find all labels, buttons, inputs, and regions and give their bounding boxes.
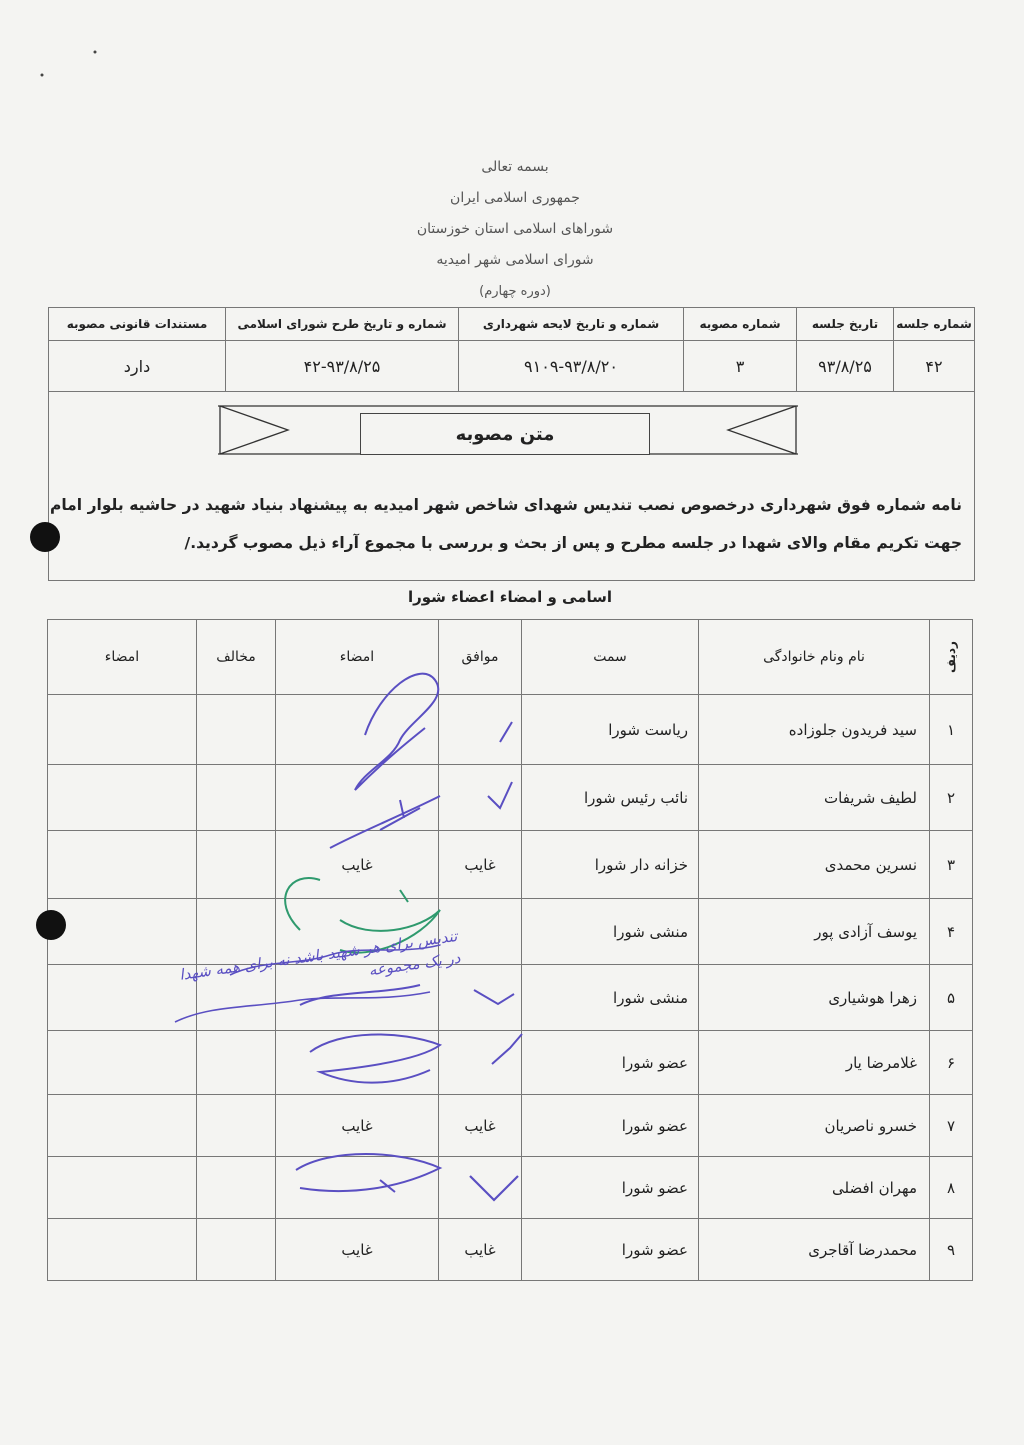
header-municipality-bill: شماره و تاریخ لایحه شهرداری [459,308,684,341]
member-signature [276,765,439,831]
punch-hole-top [30,522,60,552]
header-row-number: ردیف [930,620,973,695]
signatures-title: اسامی و امضاء اعضاء شورا [407,588,613,606]
member-row-number: ۲ [930,765,973,831]
country-title: جمهوری اسلامی ایران [450,190,580,206]
header-agree: موافق [439,620,522,695]
member-oppose [197,1157,276,1219]
member-signature-2 [48,899,197,965]
resolution-text: نامه شماره فوق شهرداری درخصوص نصب تندیس شهدای شاخص شهر امیدیه به پیشنهاد بنیاد شهید در حاشیه بلوار امام جهت تکریم مقام والای شهدا در جلسه مطرح و پس از بحث و بررسی با مجموع آراء ذیل مصوب گردید./ [50,496,962,552]
member-signature [276,695,439,765]
scan-speck [94,51,97,54]
header-sign-2: امضاء [48,620,197,695]
member-name: خسرو ناصریان [699,1095,930,1157]
province-council-title: شوراهای اسلامی استان خوزستان [416,221,614,237]
member-role: عضو شورا [522,1219,699,1281]
member-row-number: ۳ [930,831,973,899]
member-row [48,1157,973,1219]
municipality-bill-value: ۹۱۰۹-۹۳/۸/۲۰ [459,341,684,392]
city-council-title: شورای اسلامی شهر امیدیه [436,252,594,268]
header-role: سمت [522,620,699,695]
member-row [48,1031,973,1095]
scan-speck [41,74,44,77]
member-agree [439,695,522,765]
member-row [48,1219,973,1281]
member-signature-2 [48,1157,197,1219]
member-row-number: ۵ [930,965,973,1031]
member-row [48,765,973,831]
member-row [48,831,973,899]
member-oppose [197,695,276,765]
header-session-date: تاریخ جلسه [797,308,894,341]
member-signature: غایب [276,831,439,899]
member-oppose [197,1031,276,1095]
member-name: لطیف شریفات [699,765,930,831]
header-legal-documents: مستندات قانونی مصوبه [49,308,226,341]
member-role: عضو شورا [522,1095,699,1157]
basmala: بسمه تعالی [481,159,549,175]
member-oppose [197,1219,276,1281]
member-agree [439,765,522,831]
member-role: خزانه دار شورا [522,831,699,899]
member-row-number: ۸ [930,1157,973,1219]
member-name: یوسف آزادی پور [699,899,930,965]
member-row-number: ۹ [930,1219,973,1281]
header-sign: امضاء [276,620,439,695]
council-term: (دوره چهارم) [479,284,551,299]
member-agree [439,1031,522,1095]
council-members-table [47,619,973,1281]
legal-documents-value: دارد [49,341,226,392]
member-row [48,899,973,965]
member-row [48,695,973,765]
member-signature: غایب [276,1095,439,1157]
resolution-meta-table [48,307,975,392]
member-row-number: ۷ [930,1095,973,1157]
member-name: نسرین محمدی [699,831,930,899]
council-plan-value: ۴۲-۹۳/۸/۲۵ [226,341,459,392]
member-name: غلامرضا یار [699,1031,930,1095]
member-row-number: ۴ [930,899,973,965]
member-agree [439,965,522,1031]
member-row-number: ۱ [930,695,973,765]
member-role: عضو شورا [522,1031,699,1095]
member-signature: غایب [276,1219,439,1281]
session-date-value: ۹۳/۸/۲۵ [797,341,894,392]
member-row [48,1095,973,1157]
member-oppose [197,1095,276,1157]
member-name: مهران افضلی [699,1157,930,1219]
resolution-number-value: ۳ [684,341,797,392]
punch-hole-bottom [36,910,66,940]
member-agree: غایب [439,831,522,899]
member-role: نائب رئیس شورا [522,765,699,831]
member-signature-2 [48,831,197,899]
member-row-number: ۶ [930,1031,973,1095]
member-signature-2 [48,695,197,765]
header-council-plan: شماره و تاریخ طرح شورای اسلامی [226,308,459,341]
header-oppose: مخالف [197,620,276,695]
member-name: زهرا هوشیاری [699,965,930,1031]
member-signature [276,1157,439,1219]
member-agree [439,1157,522,1219]
member-signature-2 [48,765,197,831]
member-role: ریاست شورا [522,695,699,765]
member-role: منشی شورا [522,899,699,965]
member-oppose [197,765,276,831]
header-resolution-number: شماره مصوبه [684,308,797,341]
member-role: منشی شورا [522,965,699,1031]
member-signature-2 [48,1095,197,1157]
member-signature-2 [48,1031,197,1095]
member-agree: غایب [439,1095,522,1157]
header-name: نام ونام خانوادگی [699,620,930,695]
member-name: سید فریدون جلوزاده [699,695,930,765]
member-signature [276,1031,439,1095]
member-signature-2 [48,1219,197,1281]
session-number-value: ۴۲ [894,341,975,392]
header-session-number: شماره جلسه [894,308,975,341]
member-agree: غایب [439,1219,522,1281]
member-role: عضو شورا [522,1157,699,1219]
document-header [300,152,730,307]
resolution-title: متن مصوبه [360,413,650,455]
handwritten-note: تندیس برای هر شهید باشد نه برای همه شهدا در یک مجموعه [178,927,462,984]
member-oppose [197,831,276,899]
member-name: محمدرضا آقاجری [699,1219,930,1281]
